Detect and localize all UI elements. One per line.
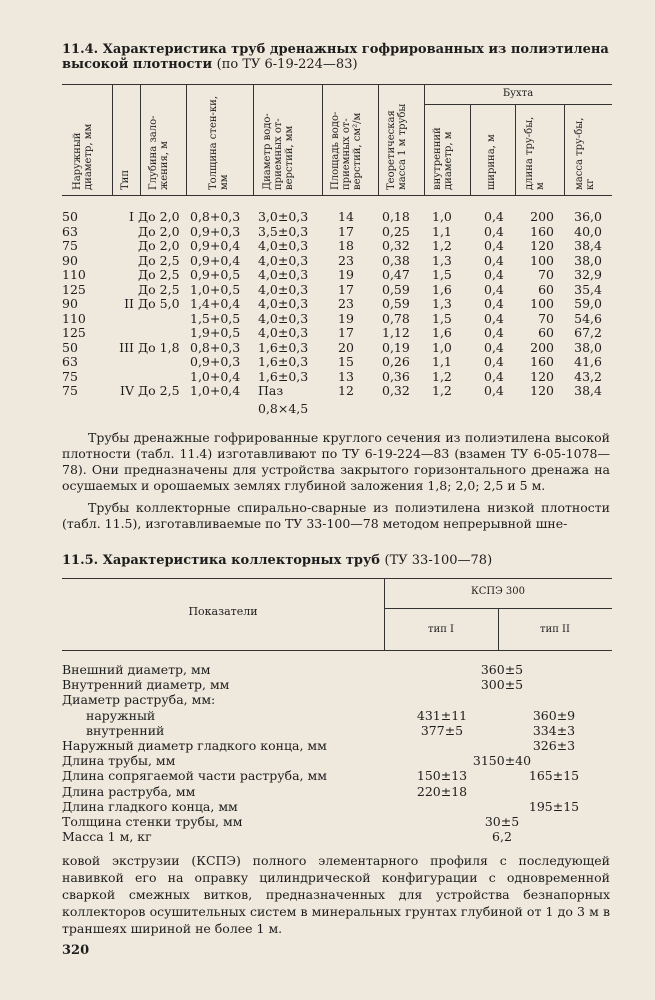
table-cell: 0,47 [382, 267, 410, 282]
table-cell: 0,25 [382, 223, 410, 239]
table-cell-t2: 195±15 [528, 798, 580, 814]
table-cell-common: 360±5 [480, 662, 524, 677]
table-cell: 0,9+0,4 [190, 238, 241, 253]
table-11-5-title-suffix: (ТУ 33-100—78) [384, 553, 493, 568]
table-cell: 0,4 [484, 223, 504, 239]
paragraph-3-text: ковой экструзии (КСПЭ) полного элементарного профиля с последующей навивкой его на оправку цилиндрической конфигурации с одновременной сваркой смежных витков, предназначенных для устройства безнапорных коллекторов осушительных систем в минеральных грунтах глубиной от 1 до 3 м в траншеях шириной не более 1 м. [62, 853, 610, 936]
table-cell: 120 [530, 368, 554, 384]
divider [470, 104, 471, 195]
header-type-2: тип II [540, 624, 570, 635]
table-cell-t1: 377±5 [420, 722, 464, 738]
table-cell: 0,8+0,3 [190, 339, 241, 355]
table-cell-t1: 150±13 [416, 768, 468, 784]
table-cell: 0,4 [484, 325, 504, 340]
table-cell: 70 [538, 267, 554, 282]
table-cell-t2: 326±3 [532, 737, 576, 753]
table-cell: 0,4 [484, 238, 504, 253]
table-cell: 1,6±0,3 [258, 354, 309, 369]
header-type-1: тип I [428, 624, 454, 635]
table-cell: 1,6 [432, 325, 452, 340]
table-cell-label: Внешний диаметр, мм [62, 662, 211, 677]
table-cell: 0,59 [382, 281, 410, 297]
table-cell: 32,9 [574, 267, 602, 282]
table-cell: 23 [338, 252, 354, 268]
table-cell: 0,59 [382, 296, 410, 311]
table-cell: 1,5 [432, 267, 452, 282]
table-11-4-title-text: Характеристика труб дренажных гофрированных из полиэтилена высокой плотности [62, 42, 609, 72]
table-cell: До 2,0 [138, 223, 180, 239]
table-11-5-number: 11.5. [62, 553, 99, 568]
table-cell: IV [120, 383, 134, 398]
table-cell: 0,4 [484, 267, 504, 282]
header-inner-diameter: внутренний диаметр, м [432, 127, 454, 190]
table-cell: 110 [62, 267, 86, 282]
table-cell: II [124, 296, 134, 311]
table-11-5-title [62, 553, 492, 568]
table-cell: До 2,0 [138, 238, 180, 253]
table-cell: 67,2 [574, 325, 602, 340]
table-cell: 35,4 [574, 281, 602, 297]
table-11-4-header-rule [62, 195, 612, 196]
table-cell: 0,26 [382, 354, 410, 369]
table-cell: 1,4+0,4 [190, 296, 241, 311]
table-cell: До 2,5 [138, 383, 180, 398]
table-cell: 0,4 [484, 368, 504, 384]
table-cell: 160 [530, 223, 554, 239]
header-coil: Бухта [502, 88, 534, 99]
table-cell: 0,4 [484, 296, 504, 311]
table-cell: 125 [62, 281, 86, 297]
table-cell: 19 [338, 267, 354, 282]
table-cell: 38,0 [574, 252, 602, 268]
table-11-5-header-rule [62, 650, 612, 651]
table-cell: 60 [538, 281, 554, 297]
table-cell: 50 [62, 339, 78, 355]
table-cell-t2: 165±15 [528, 768, 580, 784]
table-cell: 1,5+0,5 [190, 310, 241, 326]
table-cell: 20 [338, 339, 354, 355]
table-cell: 17 [338, 281, 354, 297]
table-cell: 60 [538, 325, 554, 340]
table-cell-label: Длина трубы, мм [62, 753, 176, 769]
table-cell: До 2,5 [138, 281, 180, 297]
table-cell: 4,0±0,3 [258, 238, 309, 253]
paragraph-2 [62, 500, 610, 532]
table-cell-label: Длина раструба, мм [62, 783, 196, 799]
divider [253, 84, 254, 195]
table-cell: 75 [62, 238, 78, 253]
table-cell: До 2,5 [138, 267, 180, 282]
table-cell: 120 [530, 238, 554, 253]
paragraph-2-text: Трубы коллекторные спирально-сварные из полиэтилена низкой плотности (табл. 11.5), изготавливаемые по ТУ 33-100—78 методом непрерывной шне- [62, 500, 610, 531]
table-cell: 120 [530, 383, 554, 398]
table-cell-label: Толщина стенки трубы, мм [62, 813, 243, 829]
table-cell: 1,9+0,5 [190, 325, 241, 340]
table-cell: 200 [530, 209, 554, 224]
table-cell: 1,3 [432, 252, 452, 268]
header-indicators: Показатели [188, 605, 258, 618]
divider [384, 608, 612, 609]
table-cell: 12 [338, 383, 354, 398]
table-cell: 1,0+0,4 [190, 368, 241, 384]
divider [424, 104, 612, 105]
page-number: 320 [62, 943, 90, 958]
table-cell: 0,4 [484, 310, 504, 326]
table-cell: 1,6±0,3 [258, 368, 309, 384]
table-cell: 1,2 [432, 383, 452, 398]
table-cell: 63 [62, 354, 78, 369]
table-cell: До 5,0 [138, 296, 180, 311]
table-cell: 1,1 [432, 354, 452, 369]
table-cell: 4,0±0,3 [258, 252, 309, 268]
table-cell-label: Масса 1 м, кг [62, 829, 152, 845]
header-hole-area: Площадь водо-приемных от-верстий, см²/м [330, 111, 363, 190]
table-cell: 1,2 [432, 238, 452, 253]
table-cell: 0,4 [484, 383, 504, 398]
table-cell: 4,0±0,3 [258, 267, 309, 282]
divider [322, 84, 323, 195]
table-cell: 1,6±0,3 [258, 339, 309, 355]
table-11-4-title [62, 42, 622, 72]
header-mass: Теоретическая масса 1 м трубы [386, 103, 408, 190]
table-cell: 90 [62, 296, 78, 311]
table-cell: 36,0 [574, 209, 602, 224]
table-11-4-extra-line: 0,8×4,5 [258, 401, 309, 416]
table-cell: 200 [530, 339, 554, 355]
table-cell-common: 300±5 [480, 677, 524, 693]
table-cell: 38,0 [574, 339, 602, 355]
table-cell: 19 [338, 310, 354, 326]
table-cell: 1,0 [432, 209, 452, 224]
header-kspe-300: КСПЭ 300 [470, 586, 526, 597]
table-cell: 70 [538, 310, 554, 326]
table-cell: 23 [338, 296, 354, 311]
table-11-4-title-suffix: (по ТУ 6-19-224—83) [216, 57, 358, 72]
table-cell-label: Длина гладкого конца, мм [62, 798, 238, 814]
divider [564, 104, 565, 195]
table-cell: 160 [530, 354, 554, 369]
table-cell: 0,32 [382, 238, 410, 253]
table-cell: 1,2 [432, 368, 452, 384]
table-cell: 1,12 [382, 325, 410, 340]
table-cell-label: внутренний [86, 722, 165, 738]
table-cell: 63 [62, 223, 78, 239]
table-cell-label: Длина сопрягаемой части раструба, мм [62, 768, 327, 784]
divider [140, 84, 141, 195]
table-cell-common: 30±5 [484, 813, 520, 829]
table-cell: 0,19 [382, 339, 410, 355]
table-cell: 1,0+0,4 [190, 383, 241, 398]
table-cell: 1,5 [432, 310, 452, 326]
table-cell: 4,0±0,3 [258, 296, 309, 311]
table-cell: 0,4 [484, 209, 504, 224]
table-11-5-top-rule [62, 578, 612, 579]
table-cell: 75 [62, 368, 78, 384]
header-wall: Толщина стен-ки, мм [208, 96, 230, 190]
table-cell: 0,9+0,5 [190, 267, 241, 282]
table-cell-t1: 431±11 [416, 707, 468, 723]
table-cell: 59,0 [574, 296, 602, 311]
table-cell: До 2,0 [138, 209, 180, 224]
header-coil-mass: масса тру-бы, кг [574, 117, 596, 190]
table-cell: 125 [62, 325, 86, 340]
header-type: Тип [120, 170, 131, 190]
table-cell: III [119, 339, 134, 355]
table-cell: 54,6 [574, 310, 602, 326]
divider [112, 84, 113, 195]
table-cell-common: 3150±40 [472, 753, 532, 769]
table-cell: 41,6 [574, 354, 602, 369]
table-cell: До 1,8 [138, 339, 180, 355]
table-cell: 17 [338, 325, 354, 340]
table-cell: 1,0+0,5 [190, 281, 241, 297]
table-cell: 1,1 [432, 223, 452, 239]
divider [515, 104, 516, 195]
table-cell: 0,9+0,4 [190, 252, 241, 268]
table-cell: 40,0 [574, 223, 602, 239]
table-cell: Паз [258, 383, 284, 398]
divider [378, 84, 379, 195]
table-cell-label: Внутренний диаметр, мм [62, 677, 230, 693]
table-cell: 3,5±0,3 [258, 223, 309, 239]
table-cell-label: Наружный диаметр гладкого конца, мм [62, 737, 327, 753]
table-cell: 0,9+0,3 [190, 354, 241, 369]
table-cell: 38,4 [574, 238, 602, 253]
table-cell: 17 [338, 223, 354, 239]
table-cell: 18 [338, 238, 354, 253]
table-cell: 1,0 [432, 339, 452, 355]
header-outer-diameter: Наружный диаметр, мм [72, 123, 94, 190]
paragraph-3 [62, 852, 610, 937]
table-cell: 38,4 [574, 383, 602, 398]
table-cell: 4,0±0,3 [258, 325, 309, 340]
table-cell: До 2,5 [138, 252, 180, 268]
table-cell: 0,4 [484, 281, 504, 297]
table-cell: 4,0±0,3 [258, 310, 309, 326]
table-cell: 0,36 [382, 368, 410, 384]
table-cell-t1: 220±18 [416, 783, 468, 799]
divider [424, 84, 425, 195]
table-cell-label: Диаметр раструба, мм: [62, 692, 216, 708]
paragraph-1 [62, 430, 610, 494]
table-cell: 43,2 [574, 368, 602, 384]
table-cell-t2: 360±9 [532, 707, 576, 723]
table-cell: 0,9+0,3 [190, 223, 241, 239]
table-cell-common: 6,2 [492, 829, 512, 845]
table-cell: 0,32 [382, 383, 410, 398]
table-cell: 3,0±0,3 [258, 209, 309, 224]
table-cell: 0,4 [484, 339, 504, 355]
table-11-4-number: 11.4. [62, 42, 99, 57]
table-cell: 100 [530, 252, 554, 268]
table-cell: 0,8+0,3 [190, 209, 241, 224]
table-11-4-top-rule [62, 84, 612, 85]
table-cell: 4,0±0,3 [258, 281, 309, 297]
table-cell: 100 [530, 296, 554, 311]
header-depth: Глубина зало-жения, м [148, 115, 170, 190]
paragraph-1-text: Трубы дренажные гофрированные круглого сечения из полиэтилена высокой плотности (табл. 11.4) изготавливают по ТУ 6-19-224—83 (взамен ТУ 6-05-1078—78). Они предназначены для устройства закрытого горизонтального дренажа на осушаемых и орошаемых землях глубиной заложения 1,8; 2,0; 2,5 и 5 м. [62, 430, 610, 493]
table-cell-label: наружный [86, 707, 156, 723]
header-length: длина тру-бы, м [524, 116, 546, 190]
header-width: ширина, м [486, 134, 497, 190]
table-cell-t2: 334±3 [532, 722, 576, 738]
table-cell: 14 [338, 209, 354, 224]
table-cell: 0,4 [484, 354, 504, 369]
table-cell: 0,38 [382, 252, 410, 268]
table-cell: I [129, 209, 134, 224]
table-cell: 1,3 [432, 296, 452, 311]
table-cell: 0,18 [382, 209, 410, 224]
table-cell: 1,6 [432, 281, 452, 297]
table-cell: 0,78 [382, 310, 410, 326]
table-cell: 0,4 [484, 252, 504, 268]
table-11-5-title-text: Характеристика коллекторных труб [102, 553, 380, 568]
table-cell: 75 [62, 383, 78, 398]
table-cell: 90 [62, 252, 78, 268]
header-hole-diameter: Диаметр водо-приемных от-верстий, мм [262, 113, 295, 190]
table-cell: 50 [62, 209, 78, 224]
table-cell: 110 [62, 310, 86, 326]
divider [186, 84, 187, 195]
table-cell: 13 [338, 368, 354, 384]
table-cell: 15 [338, 354, 354, 369]
